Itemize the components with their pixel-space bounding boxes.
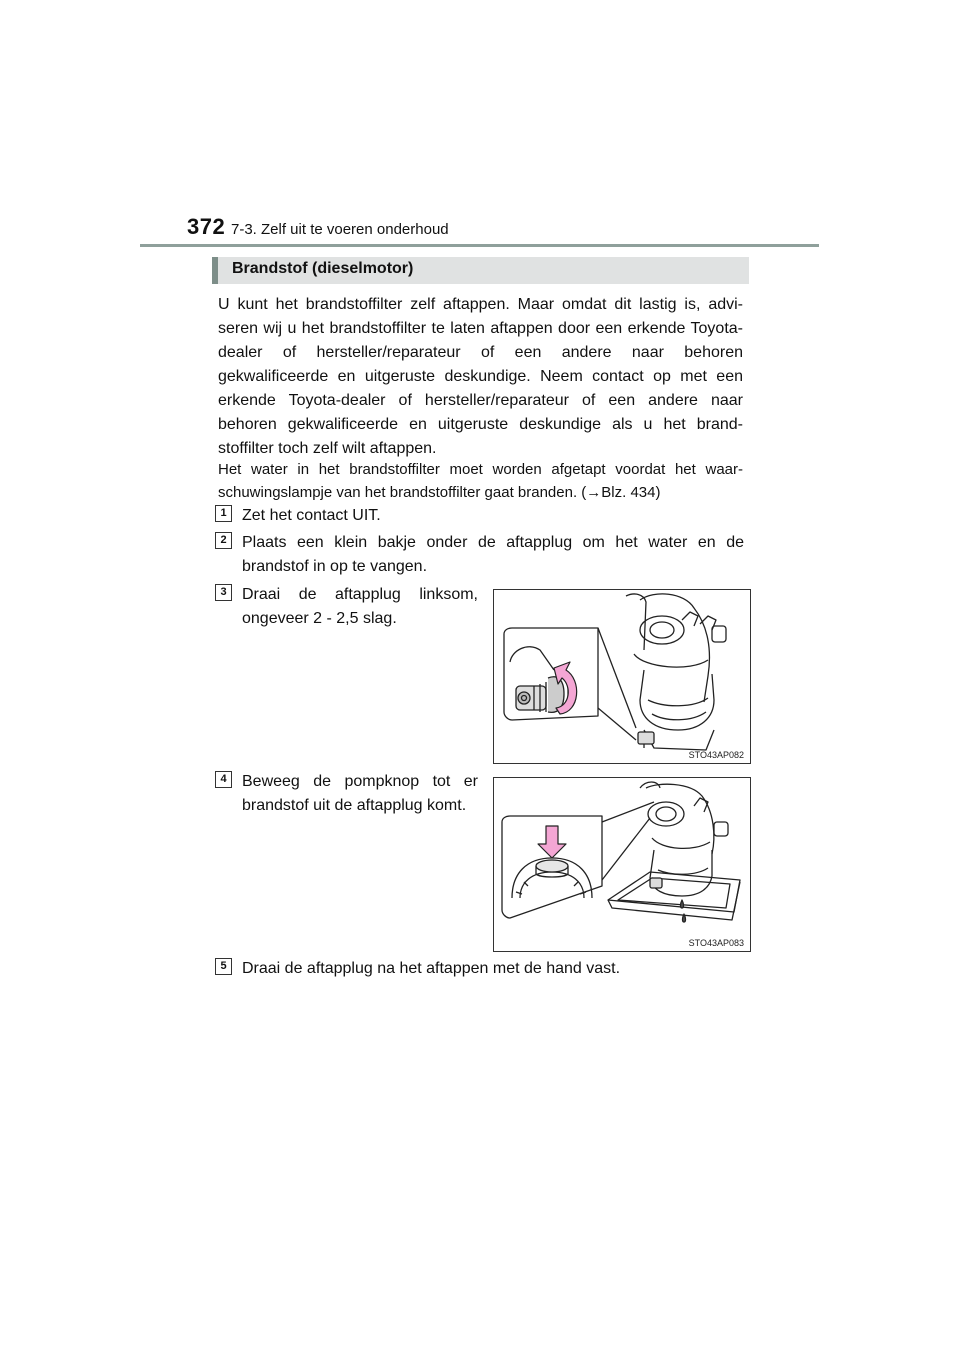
fuel-filter-pump-knob-press-icon <box>494 778 750 951</box>
step-3-number: 3 <box>215 584 232 601</box>
section-header: 7-3. Zelf uit te voeren onderhoud <box>231 221 449 238</box>
figure-code: STO43AP082 <box>688 750 744 760</box>
step-5-text: Draai de aftapplug na het aftappen met de hand vast. <box>242 960 621 977</box>
step-5-number: 5 <box>215 958 232 975</box>
step-1-number: 1 <box>215 505 232 522</box>
intro-paragraph: U kunt het brandstoffilter zelf aftappen. Maar omdat dit lastig is, advi-seren wij u het brandstoffilter te laten aftappen door een erkende Toyota-dealer of hersteller/reparateur of een andere naar behoren gekwalificeerde en uitgeruste deskundige. Neem contact op met een erkende Toyota-dealer of hersteller/reparateur of een andere naar behoren gekwalificeerde en uitgeruste deskundige als u het brand-stoffilter toch zelf wilt aftappen. <box>218 296 743 457</box>
step-4-text: Beweeg de pompknop tot er brandstof uit de aftapplug komt. <box>242 773 478 814</box>
section-title: Brandstof (dieselmotor) <box>232 260 414 277</box>
page-number: 372 <box>187 214 226 239</box>
step-3-text: Draai de aftapplug linksom, ongeveer 2 - 2,5 slag. <box>242 586 478 627</box>
step-4-number: 4 <box>215 771 232 788</box>
note-paragraph: Het water in het brandstoffilter moet worden afgetapt voordat het waar-schuwingslampje van het brandstoffilter gaat branden. (→Blz. 434) <box>218 461 743 501</box>
step-2-number: 2 <box>215 532 232 549</box>
step-1-text: Zet het contact UIT. <box>242 507 381 524</box>
header-divider <box>140 244 819 247</box>
step-2-text: Plaats een klein bakje onder de aftapplug om het water en de brandstof in op te vangen. <box>242 534 744 575</box>
figure-drain-plug <box>493 589 751 764</box>
figure-code: STO43AP083 <box>688 938 744 948</box>
figure-pump-knob <box>493 777 751 952</box>
fuel-filter-drain-plug-rotate-icon <box>494 590 750 763</box>
section-title-box <box>212 257 749 284</box>
